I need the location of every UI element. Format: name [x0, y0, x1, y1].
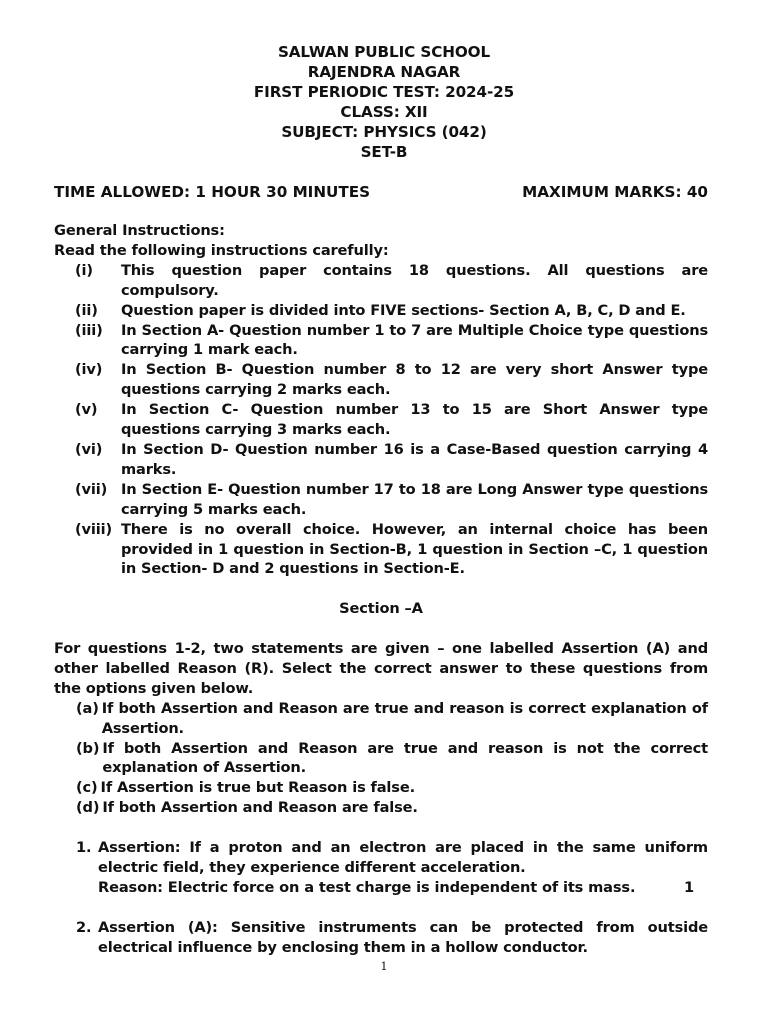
- school-name: SALWAN PUBLIC SCHOOL: [277, 43, 491, 61]
- question-number: 1.: [76, 839, 92, 857]
- page-number: 1: [380, 960, 388, 973]
- spacer: [54, 579, 708, 599]
- instruction-number: (iv): [75, 361, 103, 379]
- instruction-item: [54, 301, 708, 321]
- assertion-text: Assertion (A): Sensitive instruments can be protected from outside electrical influence by enclosing them in a hollow conductor.: [98, 918, 708, 956]
- answer-option: [54, 778, 708, 798]
- question-marks: 1: [683, 878, 694, 896]
- maximum-marks: MAXIMUM MARKS: 40: [522, 183, 708, 201]
- instruction-number: (viii): [75, 520, 112, 538]
- paper-header: [0, 42, 768, 162]
- answer-options: [54, 699, 708, 818]
- option-label: (d): [76, 799, 100, 817]
- question-2: [54, 918, 708, 958]
- instruction-text: In Section E- Question number 17 to 18 are Long Answer type questions carrying 5 marks each.: [121, 480, 708, 518]
- spacer: [54, 818, 708, 838]
- question-1: [54, 838, 708, 898]
- instruction-item: [54, 360, 708, 400]
- time-allowed: TIME ALLOWED: 1 HOUR 30 MINUTES: [54, 183, 371, 201]
- answer-option: [54, 739, 708, 779]
- instruction-number: (iii): [75, 321, 103, 339]
- option-text: If both Assertion and Reason are true and reason is not the correct explanation of Assertion.: [102, 739, 708, 777]
- instruction-text: Question paper is divided into FIVE sections- Section A, B, C, D and E.: [121, 301, 686, 319]
- subject-label: SUBJECT: PHYSICS (042): [281, 123, 487, 141]
- instructions-intro: Read the following instructions carefully:: [54, 241, 389, 259]
- instruction-number: (i): [75, 261, 93, 279]
- instruction-item: [54, 261, 708, 301]
- class-label: CLASS: XII: [340, 103, 428, 121]
- instruction-text: In Section A- Question number 1 to 7 are Multiple Choice type questions carrying 1 mark each.: [121, 321, 708, 359]
- answer-option: [54, 798, 708, 818]
- instruction-text: This question paper contains 18 questions. All questions are compulsory.: [121, 261, 708, 299]
- paper-body: [54, 221, 708, 957]
- reason-text: Reason: Electric force on a test charge is independent of its mass.: [98, 878, 636, 896]
- option-label: (b): [76, 739, 100, 757]
- set-label: SET-B: [360, 143, 408, 161]
- instruction-item: [54, 520, 708, 580]
- section-a-intro: For questions 1-2, two statements are given – one labelled Assertion (A) and other labelled Reason (R). Select the correct answer to these questions from the options given below.: [54, 640, 708, 697]
- option-label: (a): [76, 699, 99, 717]
- exam-meta: [54, 182, 708, 202]
- spacer: [54, 898, 708, 918]
- instruction-number: (ii): [75, 301, 98, 319]
- test-name: FIRST PERIODIC TEST: 2024-25: [253, 83, 515, 101]
- spacer: [54, 619, 708, 639]
- instruction-text: In Section C- Question number 13 to 15 are Short Answer type questions carrying 3 marks each.: [121, 401, 708, 439]
- instruction-item: [54, 480, 708, 520]
- instruction-text: In Section D- Question number 16 is a Case-Based question carrying 4 marks.: [121, 440, 708, 478]
- instruction-number: (v): [75, 401, 98, 419]
- instruction-text: There is no overall choice. However, an internal choice has been provided in 1 question in Section-B, 1 question in Section –C, 1 question in Section- D and 2 questions in Section-E.: [121, 520, 708, 578]
- instructions-list: [54, 261, 708, 580]
- instructions-heading: General Instructions:: [54, 222, 225, 239]
- answer-option: [54, 699, 708, 739]
- section-a-title: Section –A: [339, 600, 423, 618]
- school-location: RAJENDRA NAGAR: [307, 63, 461, 81]
- option-text: If both Assertion and Reason are true and reason is correct explanation of Assertion.: [101, 699, 708, 737]
- instruction-item: [54, 321, 708, 361]
- question-number: 2.: [76, 918, 92, 936]
- assertion-text: Assertion: If a proton and an electron are placed in the same uniform electric field, they experience different acceleration.: [98, 839, 708, 876]
- instruction-number: (vi): [75, 440, 103, 458]
- instruction-item: [54, 440, 708, 480]
- instruction-item: [54, 400, 708, 440]
- reason-line: [98, 878, 708, 898]
- question-text: [98, 838, 708, 898]
- question-text: [98, 918, 708, 958]
- option-text: If Assertion is true but Reason is false.: [100, 779, 415, 797]
- instruction-text: In Section B- Question number 8 to 12 are very short Answer type questions carrying 2 marks each.: [121, 361, 708, 399]
- option-label: (c): [76, 779, 98, 797]
- option-text: If both Assertion and Reason are false.: [102, 799, 418, 817]
- instruction-number: (vii): [75, 480, 108, 498]
